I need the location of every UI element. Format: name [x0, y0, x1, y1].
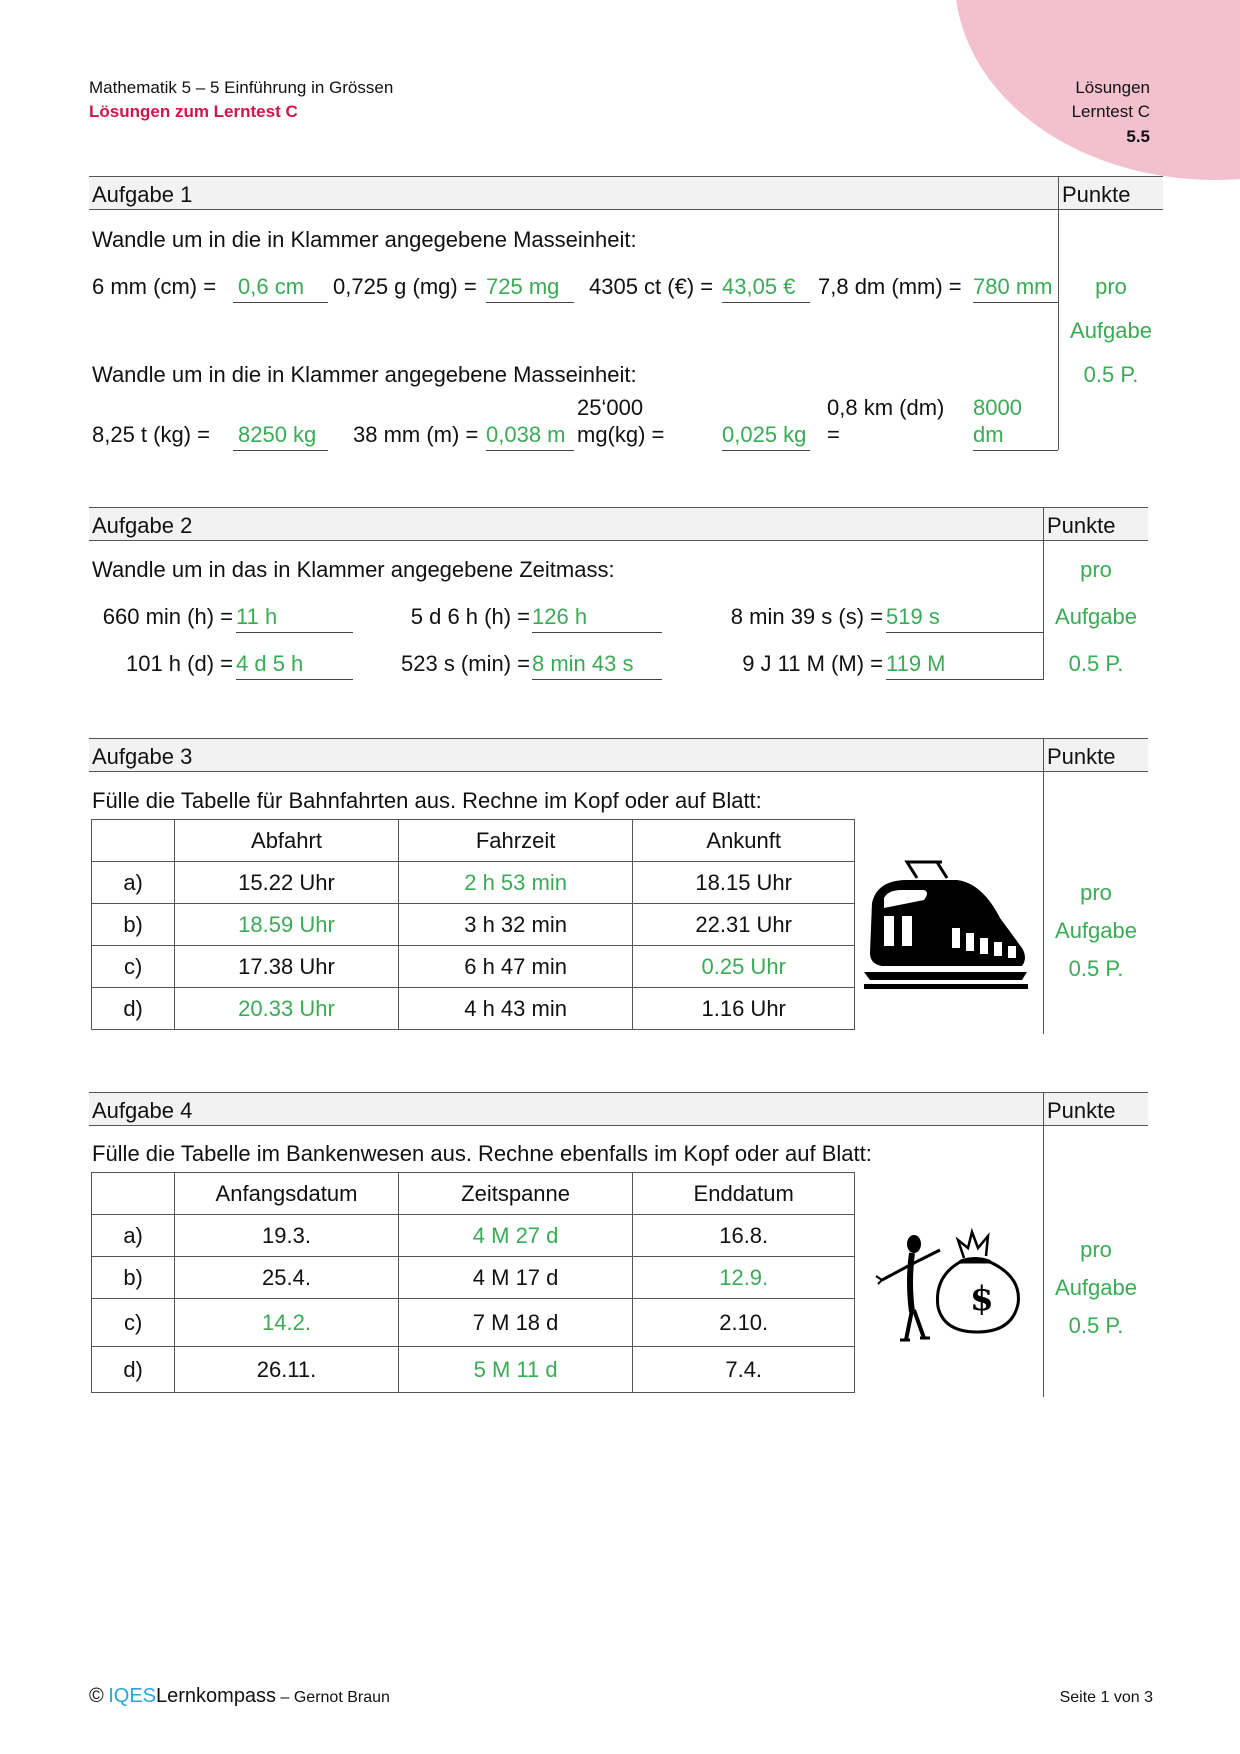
aufgabe-2-answer: 119 M [886, 651, 1043, 680]
aufgabe-1-titlebar [89, 176, 1163, 210]
points-value: 0.5 P. [1068, 956, 1124, 981]
aufgabe-2-answer: 4 d 5 h [236, 651, 353, 680]
table-cell: 18.15 Uhr [633, 862, 855, 904]
row-label: c) [92, 946, 175, 988]
aufgabe-2-question: 5 d 6 h (h) = [410, 604, 530, 629]
aufgabe-1-question: 6 mm (cm) = [92, 274, 217, 299]
aufgabe-2-instruction: Wandle um in das in Klammer angegebene Zeitmass: [92, 557, 615, 582]
table-row [92, 904, 855, 946]
table-cell-answer: 5 M 11 d [398, 1347, 633, 1393]
aufgabe-2-answer: 519 s [886, 604, 1043, 633]
aufgabe-3-titlebar [89, 738, 1148, 772]
aufgabe-1-answer: 8250 kg [233, 422, 328, 451]
aufgabe-1-title: Aufgabe 1 [92, 182, 193, 207]
aufgabe-3-punkte-label: Punkte [1047, 744, 1116, 769]
table-cell: 2.10. [633, 1299, 855, 1347]
table-cell-answer: 12.9. [633, 1257, 855, 1299]
aufgabe-2-punkte-label: Punkte [1047, 513, 1116, 538]
table-header: Fahrzeit [398, 820, 633, 862]
row-label: c) [92, 1299, 175, 1347]
aufgabe-2-question: 660 min (h) = [102, 604, 233, 629]
table-cell: 6 h 47 min [398, 946, 633, 988]
table-row [92, 946, 855, 988]
table-row [92, 862, 855, 904]
points-value: 0.5 P. [1068, 651, 1124, 676]
brand-iqes: IQES [108, 1685, 156, 1707]
copyright-icon: © [89, 1685, 104, 1707]
aufgabe-2-answer: 11 h [236, 604, 353, 633]
table-cell: 4 h 43 min [398, 988, 633, 1030]
table-cell-answer: 2 h 53 min [398, 862, 633, 904]
aufgabe-1-answer: 780 mm [973, 274, 1058, 303]
brand-lernkompass: Lernkompass [156, 1685, 277, 1707]
header-chapter-number: 5.5 [1126, 127, 1150, 146]
table-corner-cell [92, 1173, 175, 1215]
footer-brand [89, 1685, 390, 1708]
table-cell-answer: 14.2. [175, 1299, 399, 1347]
points-pro: pro [1080, 880, 1112, 905]
points-pro: pro [1095, 274, 1127, 299]
page-number: Seite 1 von 3 [1059, 1689, 1153, 1706]
aufgabe-1-points-divider [1058, 176, 1059, 450]
table-cell: 22.31 Uhr [633, 904, 855, 946]
row-label: b) [92, 904, 175, 946]
aufgabe-1-question: 4305 ct (€) = [589, 274, 714, 299]
aufgabe-2-question: 9 J 11 M (M) = [742, 651, 883, 676]
aufgabe-3-title: Aufgabe 3 [92, 744, 193, 769]
aufgabe-1-corner [1058, 449, 1059, 450]
table-cell: 4 M 17 d [398, 1257, 633, 1299]
aufgabe-2-question: 101 h (d) = [125, 651, 233, 676]
points-pro: pro [1080, 557, 1112, 582]
table-row [92, 1215, 855, 1257]
row-label: d) [92, 1347, 175, 1393]
aufgabe-2-question: 8 min 39 s (s) = [730, 604, 883, 629]
aufgabe-4-points-divider [1043, 1092, 1044, 1397]
table-row [92, 1299, 855, 1347]
aufgabe-2-answer: 126 h [532, 604, 662, 633]
table-row [92, 1257, 855, 1299]
points-pro: pro [1080, 1237, 1112, 1262]
aufgabe-1-answer: 0,025 kg [722, 422, 810, 451]
aufgabe-4-title: Aufgabe 4 [92, 1098, 193, 1123]
points-aufgabe: Aufgabe [1055, 918, 1137, 943]
table-cell-answer: 4 M 27 d [398, 1215, 633, 1257]
table-cell-answer: 18.59 Uhr [175, 904, 399, 946]
row-label: d) [92, 988, 175, 1030]
table-cell: 7 M 18 d [398, 1299, 633, 1347]
table-cell: 7.4. [633, 1347, 855, 1393]
table-header-row [92, 820, 855, 862]
course-title: Mathematik 5 – 5 Einführung in Grössen [89, 78, 394, 97]
row-label: b) [92, 1257, 175, 1299]
table-cell-answer: 0.25 Uhr [633, 946, 855, 988]
table-header: Enddatum [633, 1173, 855, 1215]
points-aufgabe: Aufgabe [1055, 604, 1137, 629]
aufgabe-3-instruction: Fülle die Tabelle für Bahnfahrten aus. Rechne im Kopf oder auf Blatt: [92, 788, 762, 813]
aufgabe-2-answer: 8 min 43 s [532, 651, 662, 680]
aufgabe-1-question: mg(kg) = [577, 422, 665, 447]
aufgabe-1-answer: 0,038 m [486, 422, 574, 451]
table-header: Anfangsdatum [175, 1173, 399, 1215]
points-value: 0.5 P. [1083, 362, 1139, 387]
aufgabe-3-points-divider [1043, 738, 1044, 1034]
table-corner-cell [92, 820, 175, 862]
aufgabe-1-question: 38 mm (m) = [353, 422, 479, 447]
header-right-line2: Lerntest C [1071, 102, 1150, 121]
aufgabe-1-answer: 0,6 cm [233, 274, 328, 303]
row-label: a) [92, 862, 175, 904]
document-subtitle: Lösungen zum Lerntest C [89, 102, 298, 121]
table-cell: 1.16 Uhr [633, 988, 855, 1030]
train-table [91, 819, 855, 1030]
table-cell: 17.38 Uhr [175, 946, 399, 988]
aufgabe-4-titlebar [89, 1092, 1148, 1126]
aufgabe-1-punkte-label: Punkte [1062, 182, 1131, 207]
aufgabe-1-question: 8,25 t (kg) = [92, 422, 211, 447]
table-cell: 15.22 Uhr [175, 862, 399, 904]
table-header: Abfahrt [175, 820, 399, 862]
bank-table [91, 1172, 855, 1393]
table-cell: 25.4. [175, 1257, 399, 1299]
aufgabe-2-titlebar [89, 507, 1148, 541]
aufgabe-1-answer: 43,05 € [722, 274, 810, 303]
header-right-line1: Lösungen [1075, 78, 1150, 97]
points-aufgabe: Aufgabe [1070, 318, 1152, 343]
aufgabe-4-instruction: Fülle die Tabelle im Bankenwesen aus. Rechne ebenfalls im Kopf oder auf Blatt: [92, 1141, 872, 1166]
aufgabe-2-question: 523 s (min) = [401, 651, 530, 676]
aufgabe-4-punkte-label: Punkte [1047, 1098, 1116, 1123]
table-cell: 19.3. [175, 1215, 399, 1257]
train-icon [862, 858, 1032, 993]
table-cell: 26.11. [175, 1347, 399, 1393]
aufgabe-2-points-divider [1043, 507, 1044, 680]
table-cell-answer: 20.33 Uhr [175, 988, 399, 1030]
table-cell: 16.8. [633, 1215, 855, 1257]
footer-author: – Gernot Braun [280, 1689, 390, 1706]
aufgabe-1-question: 7,8 dm (mm) = [818, 274, 962, 299]
aufgabe-1-question: 0,725 g (mg) = [333, 274, 477, 299]
table-cell: 3 h 32 min [398, 904, 633, 946]
aufgabe-1-answer: 725 mg [486, 274, 574, 303]
aufgabe-1-instruction-2: Wandle um in die in Klammer angegebene Masseinheit: [92, 362, 637, 387]
aufgabe-2-title: Aufgabe 2 [92, 513, 193, 538]
aufgabe-1-question-top: 0,8 km (dm) [827, 395, 945, 420]
aufgabe-1-question: = [827, 422, 840, 447]
points-aufgabe: Aufgabe [1055, 1275, 1137, 1300]
dollar-sign-icon: $ [970, 1279, 994, 1319]
points-value: 0.5 P. [1068, 1313, 1124, 1338]
aufgabe-1-answer: dm [973, 422, 1058, 451]
row-label: a) [92, 1215, 175, 1257]
aufgabe-1-question-top: 25‘000 [577, 395, 644, 420]
table-header-row [92, 1173, 855, 1215]
aufgabe-1-answer-top: 8000 [973, 395, 1022, 420]
aufgabe-1-instruction-1: Wandle um in die in Klammer angegebene Masseinheit: [92, 227, 637, 252]
table-header: Ankunft [633, 820, 855, 862]
table-row [92, 1347, 855, 1393]
table-header: Zeitspanne [398, 1173, 633, 1215]
table-row [92, 988, 855, 1030]
money-bag-icon [872, 1222, 1027, 1347]
